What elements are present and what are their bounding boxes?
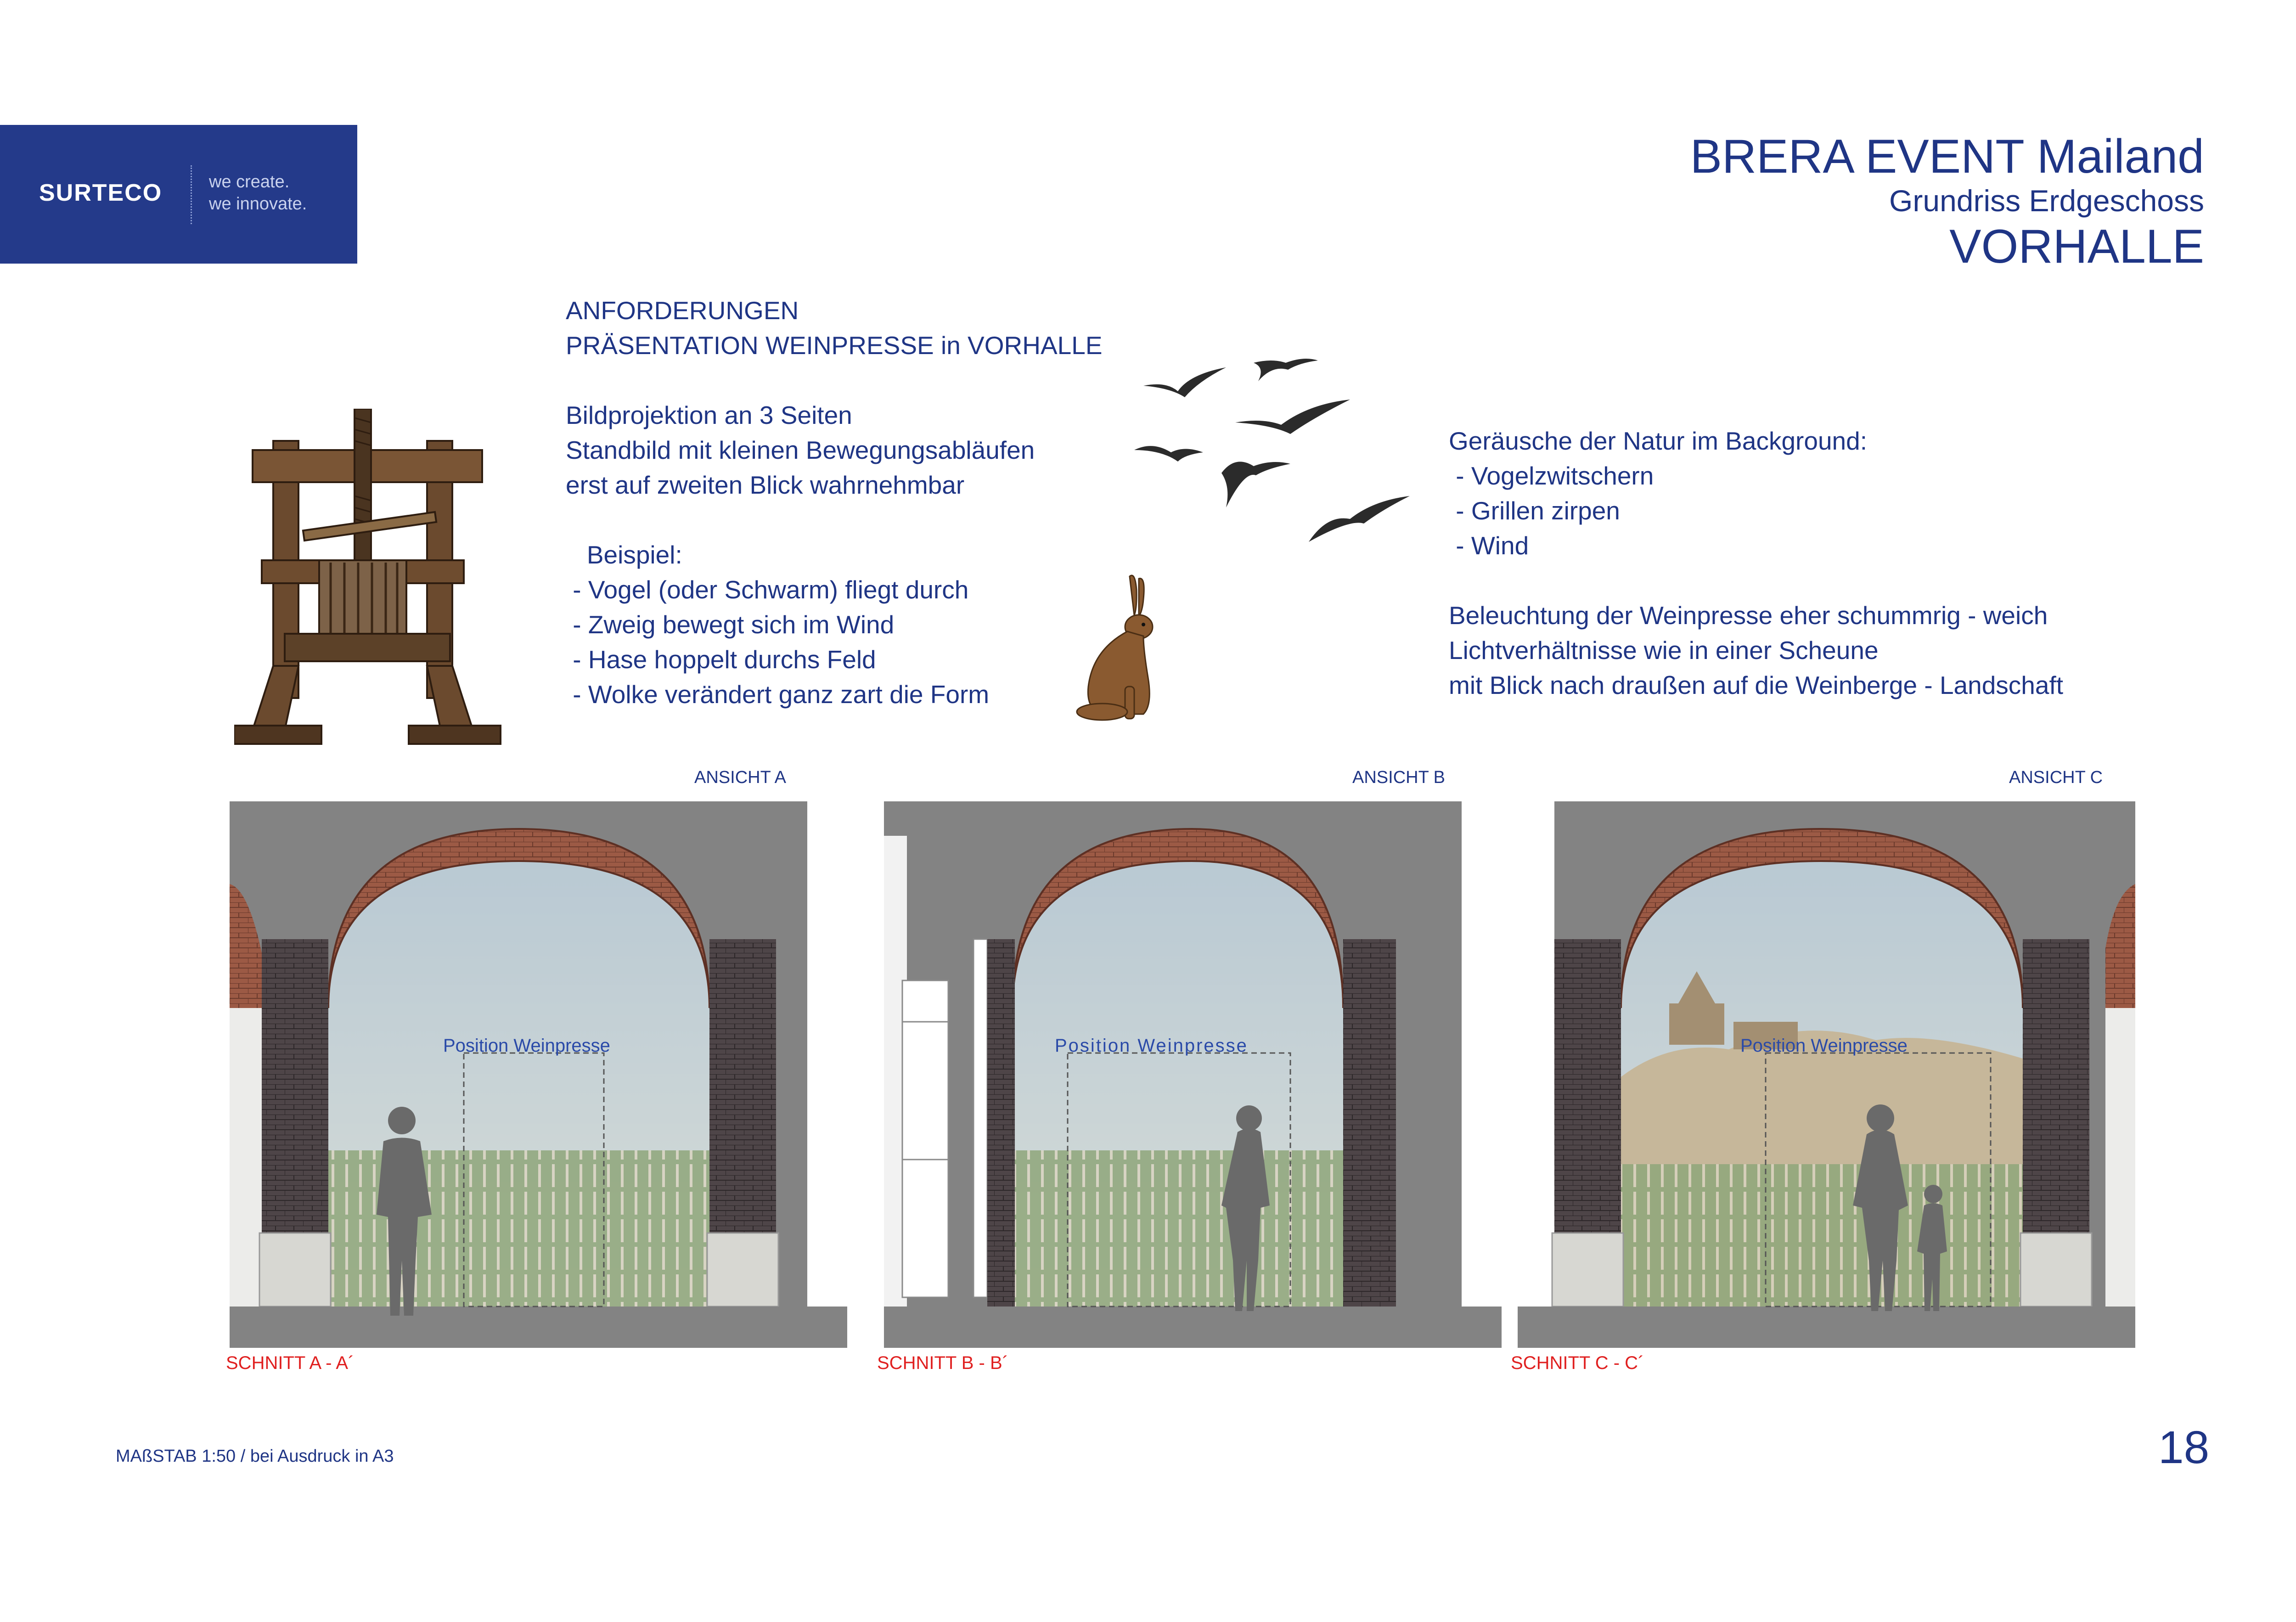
hare-icon xyxy=(1075,572,1166,723)
section-view-c xyxy=(1518,801,2135,1348)
requirements-block xyxy=(566,293,1103,712)
example-item: - Wolke verändert ganz zart die Form xyxy=(566,680,990,709)
requirements-heading: ANFORDERUNGEN xyxy=(566,296,799,325)
logo-divider xyxy=(191,165,192,224)
scale-note: MAßSTAB 1:50 / bei Ausdruck in A3 xyxy=(116,1447,394,1466)
section-view-b xyxy=(884,801,1502,1348)
position-label-b: Position Weinpresse xyxy=(1055,1036,1248,1056)
position-label-c: Position Weinpresse xyxy=(1740,1036,1908,1056)
lighting-line: mit Blick nach draußen auf die Weinberge - Landschaft xyxy=(1449,671,2064,699)
example-item: - Vogel (oder Schwarm) fliegt durch xyxy=(566,575,969,604)
requirement-item: erst auf zweiten Blick wahrnehmbar xyxy=(566,471,965,499)
section-view-a xyxy=(230,801,847,1348)
room-title: VORHALLE xyxy=(1949,220,2204,273)
logo-tagline-2: we innovate. xyxy=(209,194,307,214)
logo-tagline-1: we create. xyxy=(209,172,290,191)
view-c-label: ANSICHT C xyxy=(2009,768,2103,787)
sounds-heading: Geräusche der Natur im Background: xyxy=(1449,427,1867,455)
lighting-line: Beleuchtung der Weinpresse eher schummrig - weich xyxy=(1449,601,2048,630)
logo-tagline xyxy=(209,171,307,215)
section-c-label: SCHNITT C - C´ xyxy=(1511,1353,1644,1373)
page-number: 18 xyxy=(2158,1422,2210,1473)
section-a-label: SCHNITT A - A´ xyxy=(226,1353,355,1373)
requirements-subheading: PRÄSENTATION WEINPRESSE in VORHALLE xyxy=(566,331,1103,360)
requirement-item: Bildprojektion an 3 Seiten xyxy=(566,401,852,429)
sound-item: - Wind xyxy=(1449,531,1529,560)
example-item: - Hase hoppelt durchs Feld xyxy=(566,645,876,674)
surteco-logo xyxy=(0,125,357,264)
requirement-item: Standbild mit kleinen Bewegungsabläufen xyxy=(566,436,1035,464)
sound-item: - Grillen zirpen xyxy=(1449,496,1620,525)
example-item: - Zweig bewegt sich im Wind xyxy=(566,610,895,639)
plan-subtitle: Grundriss Erdgeschoss xyxy=(1889,184,2204,218)
view-b-label: ANSICHT B xyxy=(1352,768,1446,787)
position-label-a: Position Weinpresse xyxy=(443,1036,610,1056)
title-block xyxy=(1690,131,2204,274)
sounds-block xyxy=(1449,423,2063,703)
example-heading: Beispiel: xyxy=(566,541,682,569)
wine-press-icon xyxy=(234,409,505,749)
section-b-label: SCHNITT B - B´ xyxy=(877,1353,1008,1373)
project-title: BRERA EVENT Mailand xyxy=(1690,130,2204,183)
view-a-label: ANSICHT A xyxy=(694,768,786,787)
logo-brand: SURTECO xyxy=(39,180,163,206)
bird-flock-icon xyxy=(1134,349,1419,551)
lighting-line: Lichtverhältnisse wie in einer Scheune xyxy=(1449,636,1879,665)
sound-item: - Vogelzwitschern xyxy=(1449,462,1654,490)
